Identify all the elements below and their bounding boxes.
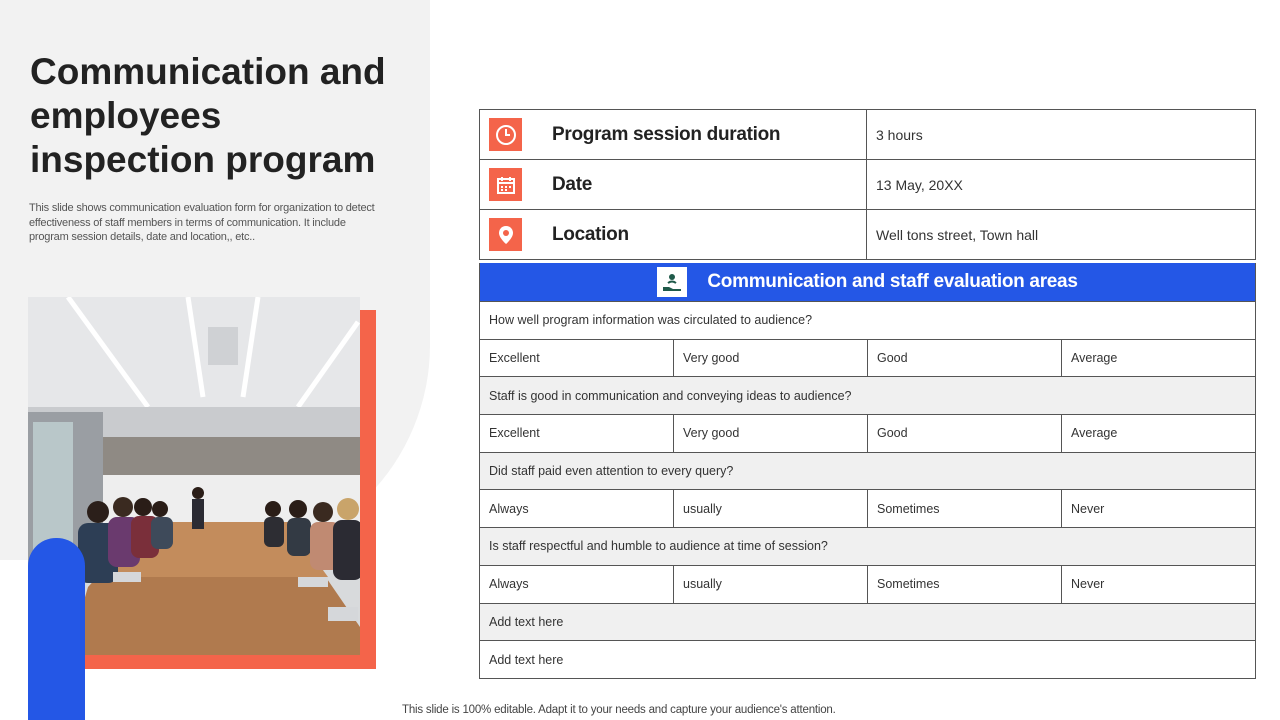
details-value: 13 May, 20XX [876, 176, 963, 193]
location-pin-icon [489, 218, 522, 251]
options-row [480, 565, 1255, 603]
rating-option[interactable]: Always [480, 490, 674, 527]
calendar-icon [489, 168, 522, 201]
rating-option[interactable]: Good [868, 415, 1062, 452]
rating-option[interactable]: Very good [674, 340, 868, 377]
options-row [480, 414, 1255, 452]
rating-option[interactable]: Sometimes [868, 566, 1062, 603]
program-details-table [479, 109, 1256, 260]
details-label: Date [552, 173, 592, 195]
placeholder-row[interactable]: Add text here [480, 640, 1255, 678]
hand-person-icon [657, 267, 687, 297]
rating-option[interactable]: Excellent [480, 415, 674, 452]
rating-option[interactable]: Always [480, 566, 674, 603]
details-label: Program session duration [552, 123, 781, 145]
slide-subtitle: This slide shows communication evaluation form for organization to detect effectiveness of staff members in terms of communication. It include program session details, date and location,, etc.. [29, 202, 375, 243]
details-label: Location [552, 223, 629, 245]
rating-option[interactable]: Average [1071, 351, 1118, 366]
clock-icon [489, 118, 522, 151]
slide-title: Communication and employees inspection program [30, 51, 386, 180]
question-row: Did staff paid even attention to every query? [480, 452, 1255, 490]
options-row [480, 489, 1255, 527]
rating-option[interactable]: Average [1071, 426, 1118, 441]
question-row: How well program information was circulated to audience? [480, 301, 1255, 339]
question-row: Is staff respectful and humble to audience at time of session? [480, 527, 1255, 565]
blue-accent-bar [28, 538, 85, 720]
rating-option[interactable]: usually [674, 566, 868, 603]
question-row: Staff is good in communication and conveying ideas to audience? [480, 376, 1255, 414]
rating-option[interactable]: usually [674, 490, 868, 527]
rating-option[interactable]: Very good [674, 415, 868, 452]
slide-footer: This slide is 100% editable. Adapt it to your needs and capture your audience's attention. [402, 704, 836, 716]
placeholder-row[interactable]: Add text here [480, 603, 1255, 641]
details-row-date [480, 160, 1255, 210]
rating-option[interactable]: Excellent [480, 340, 674, 377]
details-value: 3 hours [876, 126, 923, 143]
evaluation-table [479, 263, 1256, 679]
options-row [480, 339, 1255, 377]
rating-option[interactable]: Good [868, 340, 1062, 377]
details-row-duration [480, 110, 1255, 160]
evaluation-header-title: Communication and staff evaluation areas [707, 271, 1078, 292]
details-row-location [480, 210, 1255, 259]
rating-option[interactable]: Never [1071, 501, 1105, 516]
evaluation-header [480, 263, 1255, 301]
rating-option[interactable]: Never [1071, 577, 1105, 592]
details-value: Well tons street, Town hall [876, 226, 1039, 243]
rating-option[interactable]: Sometimes [868, 490, 1062, 527]
